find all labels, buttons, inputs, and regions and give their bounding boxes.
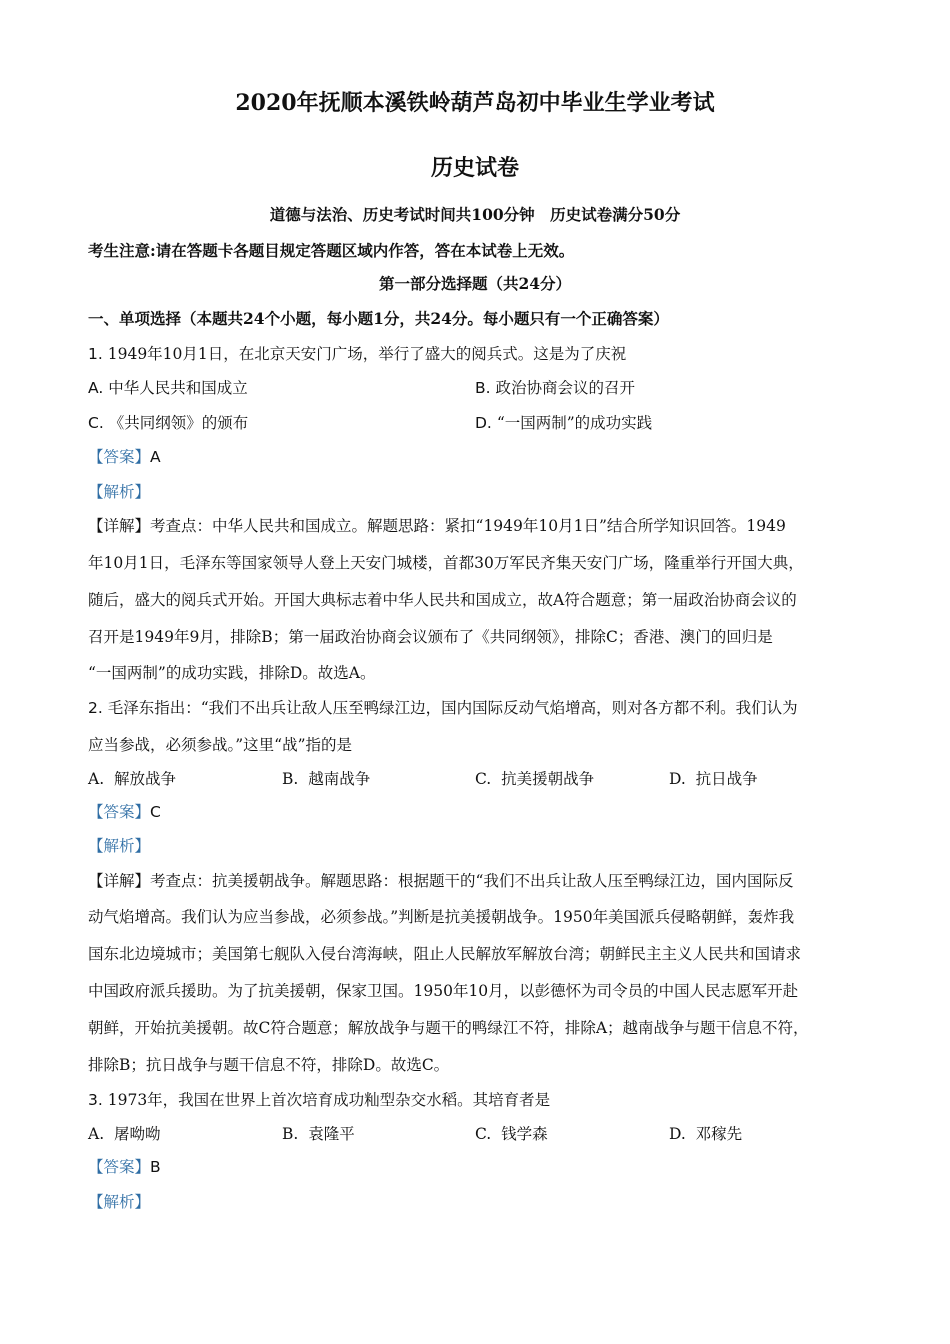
question-1-answer: [88, 446, 161, 468]
exam-notice: 考生注意:请在答题卡各题目规定答题区域内作答，答在本试卷上无效。: [88, 241, 575, 260]
detail-label: 【详解】: [88, 517, 151, 535]
question-text: 1973年，我国在世界上首次培育成功籼型杂交水稻。其培育者是: [107, 1091, 551, 1109]
question-number: 3.: [88, 1091, 103, 1109]
question-2-option-d: D. 抗日战争: [669, 770, 758, 788]
question-1-stem: [88, 343, 626, 365]
question-2-detail-line-5: 朝鲜，开始抗美援朝。故C符合题意；解放战争与题干的鸭绿江不符，排除A；越南战争与题干信息不符，: [88, 1019, 809, 1037]
question-2-detail-line-2: 动气焰增高。我们认为应当参战，必须参战。”判断是抗美援朝战争。1950年美国派兵侵略朝鲜，轰炸我: [88, 908, 795, 926]
question-1-detail-line-4: 召开是1949年9月，排除B；第一届政治协商会议颁布了《共同纲领》，排除C；香港、澳门的回归是: [88, 628, 773, 646]
answer-value: C: [150, 803, 161, 821]
detail-label: 【详解】: [88, 872, 151, 890]
question-1-detail-line-1: 【详解】考查点：中华人民共和国成立。解题思路：紧扣“1949年10月1日”结合所学知识回答。1949: [88, 517, 786, 535]
exam-subtitle: 历史试卷: [430, 155, 519, 181]
question-3-analysis-label: 【解析】: [88, 1193, 151, 1211]
question-3-option-a: A. 屠呦呦: [88, 1125, 161, 1143]
question-1-analysis-label: 【解析】: [88, 483, 151, 501]
answer-value: B: [150, 1158, 161, 1176]
question-2-answer: [88, 801, 161, 823]
question-1-detail-line-3: 随后，盛大的阅兵式开始。开国大典标志着中华人民共和国成立，故A符合题意；第一届政治协商会议的: [88, 591, 797, 609]
question-2-analysis-label: 【解析】: [88, 837, 151, 855]
question-number: 1.: [88, 345, 103, 363]
question-1-detail-line-2: 年10月1日，毛泽东等国家领导人登上天安门城楼，首都30万军民齐集天安门广场，隆重举行开国大典，: [88, 554, 804, 572]
question-3-stem: [88, 1089, 550, 1111]
question-2-stem-line-2: 应当参战，必须参战。”这里“战”指的是: [88, 736, 353, 754]
question-text: 1949年10月1日，在北京天安门广场，举行了盛大的阅兵式。这是为了庆祝: [107, 345, 627, 363]
question-text: 毛泽东指出：“我们不出兵让敌人压至鸭绿江边，国内国际反动气焰增高，则对各方都不利。我们认为: [107, 699, 798, 717]
question-1-option-a: A. 中华人民共和国成立: [88, 379, 248, 397]
question-1-option-d: D. “一国两制”的成功实践: [475, 414, 653, 432]
part-title: 第一部分选择题（共24分）: [378, 274, 572, 293]
question-number: 2.: [88, 699, 103, 717]
question-1-option-c: C. 《共同纲领》的颁布: [88, 414, 249, 432]
section-title: 一、单项选择（本题共24个小题，每小题1分，共24分。每小题只有一个正确答案）: [88, 309, 669, 328]
question-2-option-a: A. 解放战争: [88, 770, 176, 788]
answer-value: A: [150, 448, 161, 466]
question-2-detail-line-4: 中国政府派兵援助。为了抗美援朝，保家卫国。1950年10月，以彭德怀为司令员的中国人民志愿军开赴: [88, 982, 799, 1000]
question-2-option-c: C. 抗美援朝战争: [475, 770, 595, 788]
question-2-stem-line-1: [88, 697, 798, 719]
exam-time: 道德与法治、历史考试时间共100分钟 历史试卷满分50分: [269, 205, 681, 224]
answer-label: 【答案】: [88, 803, 151, 821]
question-1-option-b: B. 政治协商会议的召开: [475, 379, 636, 397]
question-1-detail-line-5: “一国两制”的成功实践，排除D。故选A。: [88, 664, 376, 682]
question-2-detail-line-6: 排除B；抗日战争与题干信息不符，排除D。故选C。: [88, 1056, 450, 1074]
question-2-detail-line-3: 国东北边境城市；美国第七舰队入侵台湾海峡，阻止人民解放军解放台湾；朝鲜民主主义人民共和国请求: [88, 945, 802, 963]
question-2-detail-line-1: 【详解】考查点：抗美援朝战争。解题思路：根据题干的“我们不出兵让敌人压至鸭绿江边，国内国际反: [88, 872, 794, 890]
question-3-option-d: D. 邓稼先: [669, 1125, 743, 1143]
answer-label: 【答案】: [88, 448, 151, 466]
question-3-answer: [88, 1156, 161, 1178]
exam-title: 2020年抚顺本溪铁岭葫芦岛初中毕业生学业考试: [235, 90, 715, 116]
question-3-option-b: B. 袁隆平: [282, 1125, 355, 1143]
question-2-option-b: B. 越南战争: [282, 770, 371, 788]
answer-label: 【答案】: [88, 1158, 151, 1176]
question-3-option-c: C. 钱学森: [475, 1125, 548, 1143]
